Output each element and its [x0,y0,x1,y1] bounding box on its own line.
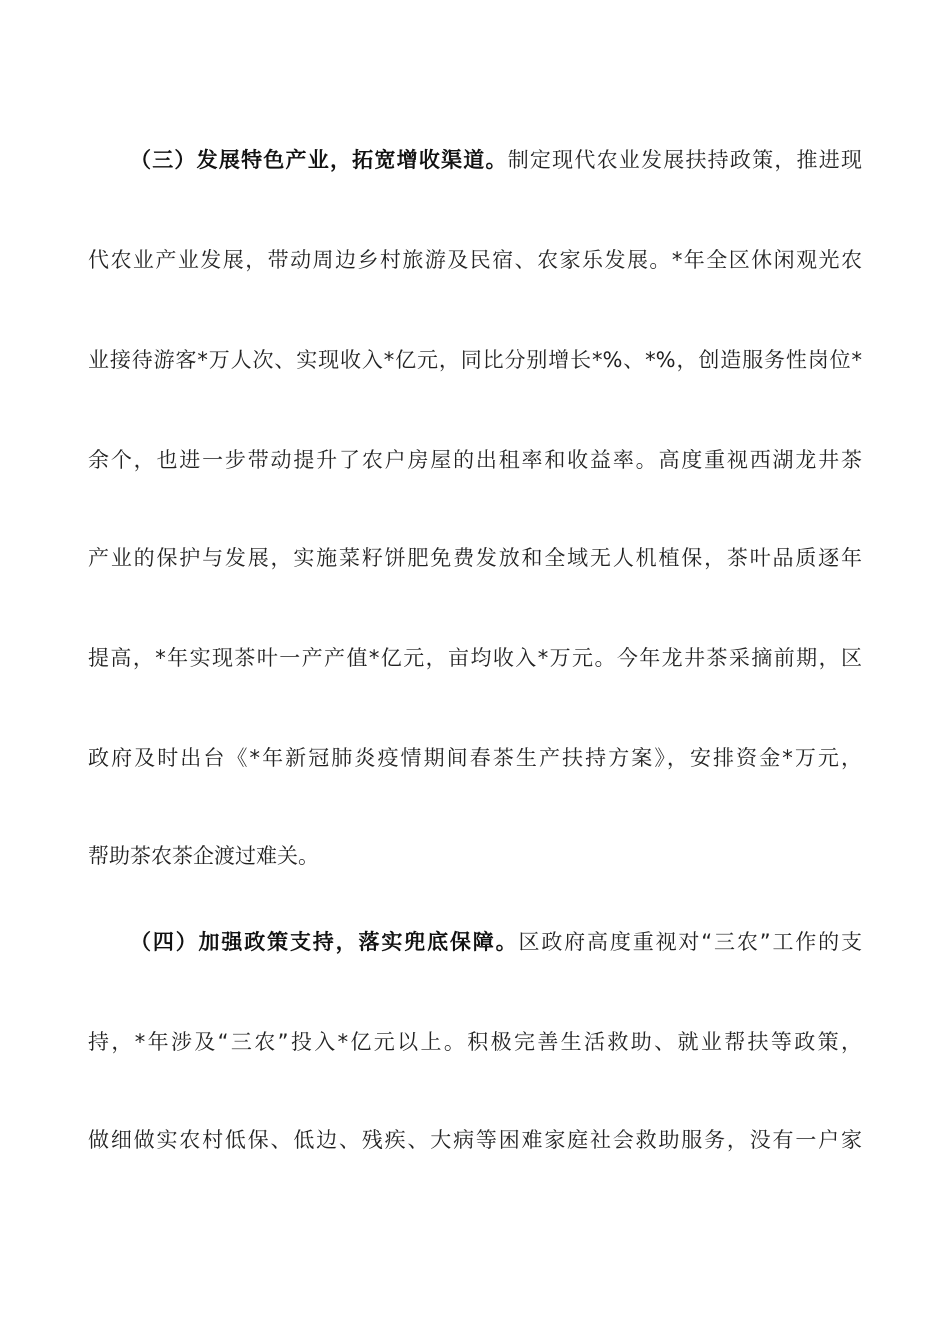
section4-first-line [130,922,862,962]
section3-text-line: 余个，也进一步带动提升了农户房屋的出租率和收益率。高度重视西湖龙井茶 [88,448,862,472]
section3-text-line: 政府及时出台《*年新冠肺炎疫情期间春茶生产扶持方案》，安排资金*万元， [88,746,862,770]
section3-text-line: 产业的保护与发展，实施菜籽饼肥免费发放和全域无人机植保，茶叶品质逐年 [88,546,862,570]
section3-first-line [130,140,862,180]
section4-text-line: 做细做实农村低保、低边、残疾、大病等困难家庭社会救助服务，没有一户家 [88,1128,862,1152]
section3-heading: （三）发展特色产业，拓宽增收渠道。 [130,148,508,172]
section3-text-0: 制定现代农业发展扶持政策，推进现 [507,148,862,172]
section3-text-line: 代农业产业发展，带动周边乡村旅游及民宿、农家乐发展。*年全区休闲观光农 [88,248,862,272]
section4-heading: （四）加强政策支持，落实兜底保障。 [130,930,519,954]
section3-text-line: 业接待游客*万人次、实现收入*亿元，同比分别增长*%、*%，创造服务性岗位* [88,348,862,372]
section3-text-line: 帮助茶农茶企渡过难关。 [88,844,319,868]
section4-text-0: 区政府高度重视对“三农”工作的支 [518,930,862,954]
section3-text-line: 提高，*年实现茶叶一产产值*亿元，亩均收入*万元。今年龙井茶采摘前期，区 [88,646,862,670]
section4-text-line: 持，*年涉及“三农”投入*亿元以上。积极完善生活救助、就业帮扶等政策， [88,1030,862,1054]
